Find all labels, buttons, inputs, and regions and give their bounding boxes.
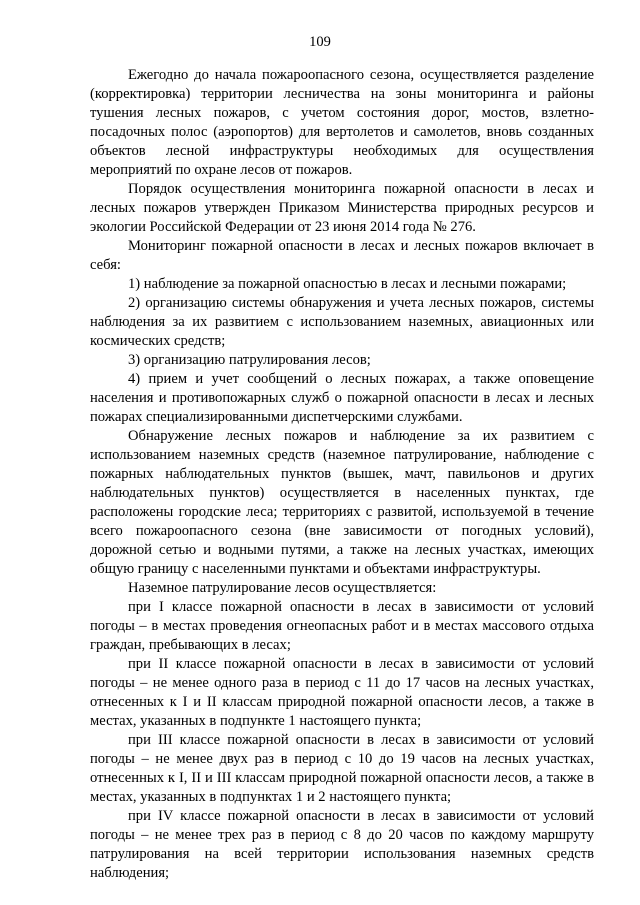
- page-number: 109: [309, 34, 331, 50]
- paragraph-5: Наземное патрулирование лесов осуществляется:: [128, 580, 437, 596]
- paragraph-3: Мониторинг пожарной опасности в лесах и лесных пожаров включает в себя:: [90, 238, 594, 273]
- list-item-1: 1) наблюдение за пожарной опасностью в лесах и лесными пожарами;: [128, 276, 567, 292]
- list-item-3: 3) организацию патрулирования лесов;: [128, 352, 371, 368]
- patrol-class-4: при IV классе пожарной опасности в лесах в зависимости от условий погоды – не менее трех раз в период с 8 до 20 часов по каждому маршруту патрулирования на всей территории использования наземных средств наблюдения;: [90, 808, 594, 881]
- paragraph-2: Порядок осуществления мониторинга пожарной опасности в лесах и лесных пожаров утвержден Приказом Министерства природных ресурсов и экологии Российской Федерации от 23 июня 2014 года № 276.: [90, 181, 594, 235]
- list-item-2: 2) организацию системы обнаружения и учета лесных пожаров, системы наблюдения за их развитием с использованием наземных, авиационных или космических средств;: [90, 295, 594, 349]
- patrol-class-3: при III классе пожарной опасности в лесах в зависимости от условий погоды – не менее двух раз в период с 10 до 19 часов на лесных участках, отнесенных к I, II и III классам природной пожарной опасности лесов, а также в местах, указанных в подпунктах 1 и 2 настоящего пункта;: [90, 732, 594, 805]
- list-item-4: 4) прием и учет сообщений о лесных пожарах, а также оповещение населения и противопожарных служб о пожарной опасности в лесах и лесных пожарах специализированными диспетчерскими службами.: [90, 371, 594, 425]
- patrol-class-1: при I классе пожарной опасности в лесах в зависимости от условий погоды – в местах проведения огнеопасных работ и в местах массового отдыха граждан, пребывающих в лесах;: [90, 599, 594, 653]
- patrol-class-2: при II классе пожарной опасности в лесах в зависимости от условий погоды – не менее одного раза в период с 11 до 17 часов на лесных участках, отнесенных к I и II классам природной пожарной опасности лесов, а также в местах, указанных в подпункте 1 настоящего пункта;: [90, 656, 594, 729]
- paragraph-1: Ежегодно до начала пожароопасного сезона, осуществляется разделение (корректировка) территории лесничества на зоны мониторинга и районы тушения лесных пожаров, с учетом состояния дорог, мостов, взлетно-посадочных полос (аэропортов) для вертолетов и самолетов, вновь созданных объектов лесной инфраструктуры необходимых для осуществления мероприятий по охране лесов от пожаров.: [90, 67, 594, 178]
- paragraph-4: Обнаружение лесных пожаров и наблюдение за их развитием с использованием наземных средств (наземное патрулирование, наблюдение с пожарных наблюдательных пунктов (вышек, мачт, павильонов и других наблюдательных пунктов) осуществляется в населенных пунктах, где расположены городские леса; территориях с развитой, используемой в течение всего пожароопасного сезона (вне зависимости от погодных условий), дорожной сетью и водными путями, а также на лесных участках, имеющих общую границу с населенными пунктами и объектами инфраструктуры.: [90, 428, 594, 577]
- text-body: [90, 66, 594, 883]
